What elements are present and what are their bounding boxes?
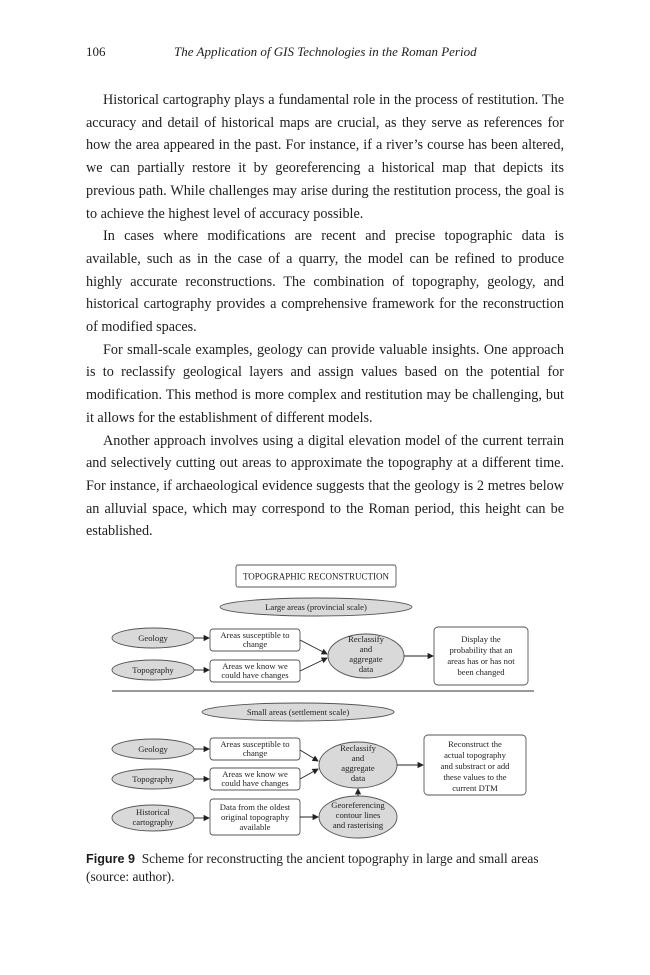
small-susceptible-box — [210, 738, 300, 760]
svg-text:actual topography: actual topography — [444, 750, 506, 760]
small-output-box — [424, 735, 526, 795]
svg-text:Historical: Historical — [136, 807, 170, 817]
caption-label: Figure 9 — [86, 852, 135, 866]
svg-text:current DTM: current DTM — [452, 783, 498, 793]
svg-text:aggregate: aggregate — [341, 763, 375, 773]
caption-text: Scheme for reconstructing the ancient topography in large and small areas (source: author). — [86, 851, 539, 884]
diagram-title-box — [236, 565, 396, 587]
svg-text:probability that an: probability that an — [449, 645, 513, 655]
large-reclassify-node — [328, 634, 404, 678]
svg-text:data: data — [358, 664, 374, 674]
svg-text:change: change — [242, 748, 268, 758]
svg-text:Areas susceptible to: Areas susceptible to — [220, 630, 290, 640]
svg-text:original topography: original topography — [220, 812, 290, 822]
paragraph: For small-scale examples, geology can provide valuable insights. One approach is to reclassify geological layers and assign values based on the potential for modification. This method is more complex and restitution may be challenging, but it allows for the establishment of different models. — [86, 341, 564, 426]
svg-text:Reclassify: Reclassify — [340, 743, 376, 753]
figure-caption — [86, 850, 564, 885]
svg-text:Data from the oldest: Data from the oldest — [219, 802, 291, 812]
svg-text:Topography: Topography — [132, 774, 174, 784]
svg-text:change: change — [242, 639, 268, 649]
svg-text:and substract or add: and substract or add — [440, 761, 510, 771]
small-oldest-box — [210, 799, 300, 835]
small-geology-node — [112, 739, 194, 759]
paragraph: In cases where modifications are recent and precise topographic data is available, such as in the case of a quarry, the model can be refined to produce highly accurate reconstructions. The combination of topography, geology, and historical cartography provides a comprehensive framework for the reconstruction of modified spaces. — [86, 228, 564, 336]
svg-text:cartography: cartography — [132, 817, 174, 827]
small-areas-heading — [202, 703, 394, 721]
large-geology-node — [112, 628, 194, 648]
svg-text:and: and — [359, 644, 373, 654]
svg-text:contour lines: contour lines — [335, 810, 381, 820]
svg-text:areas has or has not: areas has or has not — [447, 656, 515, 666]
svg-text:Topography: Topography — [132, 665, 174, 675]
large-output-box — [434, 627, 528, 685]
page-header — [86, 44, 564, 64]
large-topography-node — [112, 660, 194, 680]
flowchart — [108, 560, 540, 845]
svg-text:Reconstruct the: Reconstruct the — [448, 739, 502, 749]
svg-text:Large areas (provincial scale): Large areas (provincial scale) — [265, 602, 367, 612]
svg-text:aggregate: aggregate — [349, 654, 383, 664]
running-title: The Application of GIS Technologies in the Roman Period — [174, 44, 477, 59]
paragraph: Historical cartography plays a fundamental role in the process of restitution. The accuracy and detail of historical maps are crucial, as they serve as references for how the area appeared in the past. For instance, if a river’s course has been altered, we can partially restore it by georeferencing a historical map that depicts its previous path. While challenges may arise during the restitution process, the goal is to achieve the highest level of accuracy possible. — [86, 92, 564, 222]
large-susceptible-box — [210, 629, 300, 651]
svg-text:and: and — [351, 753, 365, 763]
svg-text:Geology: Geology — [138, 633, 168, 643]
svg-text:Small areas (settlement scale): Small areas (settlement scale) — [246, 707, 350, 717]
svg-text:Areas we know we: Areas we know we — [222, 769, 288, 779]
small-known-box — [210, 768, 300, 790]
svg-text:Geology: Geology — [138, 744, 168, 754]
svg-text:data: data — [350, 773, 366, 783]
diagram-title: TOPOGRAPHIC RECONSTRUCTION — [242, 571, 390, 582]
small-reclassify-node — [319, 742, 397, 788]
body-text — [86, 89, 564, 543]
svg-text:available: available — [239, 822, 271, 832]
figure-diagram — [108, 560, 540, 845]
svg-text:Georeferencing: Georeferencing — [331, 800, 385, 810]
svg-text:Areas susceptible to: Areas susceptible to — [220, 739, 290, 749]
small-georef-node — [319, 796, 397, 838]
svg-text:Areas we know we: Areas we know we — [222, 661, 288, 671]
svg-text:and rasterising: and rasterising — [332, 820, 384, 830]
small-historical-node — [112, 805, 194, 831]
small-topography-node — [112, 769, 194, 789]
page-number: 106 — [86, 44, 106, 59]
svg-text:Display the: Display the — [461, 634, 501, 644]
svg-text:could have changes: could have changes — [221, 670, 289, 680]
paragraph: Another approach involves using a digital elevation model of the current terrain and selectively cutting out areas to approximate the topography at a different time. For instance, if archaeological evidence suggests that the geology is 2 metres below an alluvial space, which may correspond to the Roman period, this height can be established. — [86, 432, 564, 540]
svg-text:Reclassify: Reclassify — [348, 634, 384, 644]
large-areas-heading — [220, 598, 412, 616]
svg-text:could have changes: could have changes — [221, 778, 289, 788]
large-known-box — [210, 660, 300, 682]
svg-text:been changed: been changed — [457, 667, 505, 677]
svg-text:these values to the: these values to the — [443, 772, 507, 782]
